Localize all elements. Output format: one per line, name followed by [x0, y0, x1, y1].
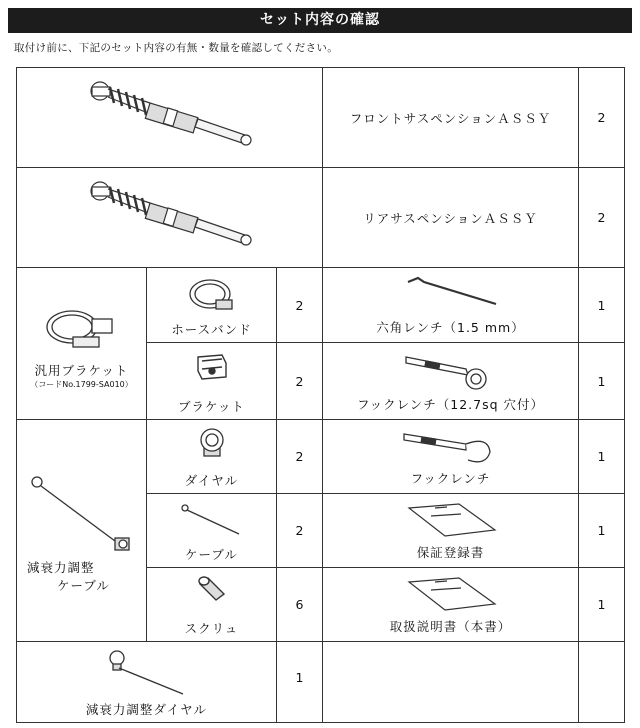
- damping-dial-icon: [97, 648, 197, 698]
- warranty-qty: 1: [579, 494, 625, 568]
- hose-band-icon: [182, 274, 242, 314]
- warranty-name: 保証登録書: [416, 545, 485, 560]
- hook-wrench-hole-qty: 1: [579, 343, 625, 420]
- cable-name: ケーブル: [185, 547, 238, 562]
- hook-wrench-hole-name: フックレンチ（12.7sq 穴付）: [356, 397, 545, 412]
- screw-icon: [192, 574, 232, 610]
- hex-wrench-qty: 1: [579, 268, 625, 343]
- screw-cell: [147, 568, 277, 642]
- rear-suspension-name: リアサスペンションＡＳＳＹ: [323, 168, 579, 268]
- intro-text: 取付け前に、下記のセット内容の有無・数量を確認してください。: [14, 42, 338, 54]
- hex-wrench-cell: [323, 268, 579, 343]
- hose-band-name: ホースバンド: [171, 322, 252, 337]
- hook-wrench-icon: [396, 426, 506, 466]
- hex-wrench-icon: [396, 274, 506, 314]
- empty-cell: [323, 642, 579, 723]
- table-row: [17, 68, 625, 168]
- hook-wrench-hole-icon: [396, 349, 506, 391]
- screw-name: スクリュ: [184, 621, 239, 636]
- damping-cable-name-line2: ケーブル: [57, 577, 110, 593]
- bracket-cell: [147, 343, 277, 420]
- universal-bracket-cell: [17, 268, 147, 420]
- empty-cell: [579, 642, 625, 723]
- warranty-cell: [323, 494, 579, 568]
- hose-band-qty: 2: [277, 268, 323, 343]
- rear-suspension-icon: [70, 173, 270, 263]
- cable-icon: [177, 500, 247, 540]
- document-icon: [401, 574, 501, 616]
- manual-name: 取扱説明書（本書）: [389, 619, 512, 634]
- cable-qty: 2: [277, 494, 323, 568]
- rear-suspension-image-cell: [17, 168, 323, 268]
- table-row: [17, 642, 625, 723]
- front-suspension-name: フロントサスペンションＡＳＳＹ: [323, 68, 579, 168]
- dial-name: ダイヤル: [184, 473, 239, 488]
- damping-cable-name-line1: 減衰力調整: [27, 559, 95, 575]
- hook-wrench-hole-cell: [323, 343, 579, 420]
- contents-table: [16, 67, 625, 723]
- bracket-qty: 2: [277, 343, 323, 420]
- dial-icon: [192, 426, 232, 462]
- front-suspension-qty: 2: [579, 68, 625, 168]
- table-row: [17, 168, 625, 268]
- damping-dial-qty: 1: [277, 642, 323, 723]
- front-suspension-image-cell: [17, 68, 323, 168]
- manual-cell: [323, 568, 579, 642]
- bracket-icon: [192, 349, 232, 383]
- table-row: [17, 268, 625, 343]
- bracket-name: ブラケット: [178, 399, 245, 414]
- rear-suspension-qty: 2: [579, 168, 625, 268]
- hook-wrench-qty: 1: [579, 420, 625, 494]
- hook-wrench-cell: [323, 420, 579, 494]
- document-icon: [401, 500, 501, 542]
- damping-dial-cell: [17, 642, 277, 723]
- cable-cell: [147, 494, 277, 568]
- dial-qty: 2: [277, 420, 323, 494]
- damping-dial-name: 減衰力調整ダイヤル: [85, 702, 208, 717]
- universal-bracket-code: （コードNo.1799-SA010）: [30, 380, 133, 389]
- damping-cable-icon: [27, 468, 137, 558]
- hook-wrench-name: フックレンチ: [410, 471, 491, 486]
- hex-wrench-name: 六角レンチ（1.5 mm）: [376, 320, 525, 335]
- universal-bracket-icon: [37, 297, 127, 357]
- manual-qty: 1: [579, 568, 625, 642]
- table-row: [17, 420, 625, 494]
- section-header: セット内容の確認: [8, 8, 632, 33]
- universal-bracket-name: 汎用ブラケット: [34, 363, 129, 378]
- screw-qty: 6: [277, 568, 323, 642]
- front-suspension-icon: [70, 73, 270, 163]
- dial-cell: [147, 420, 277, 494]
- damping-cable-cell: [17, 420, 147, 642]
- hose-band-cell: [147, 268, 277, 343]
